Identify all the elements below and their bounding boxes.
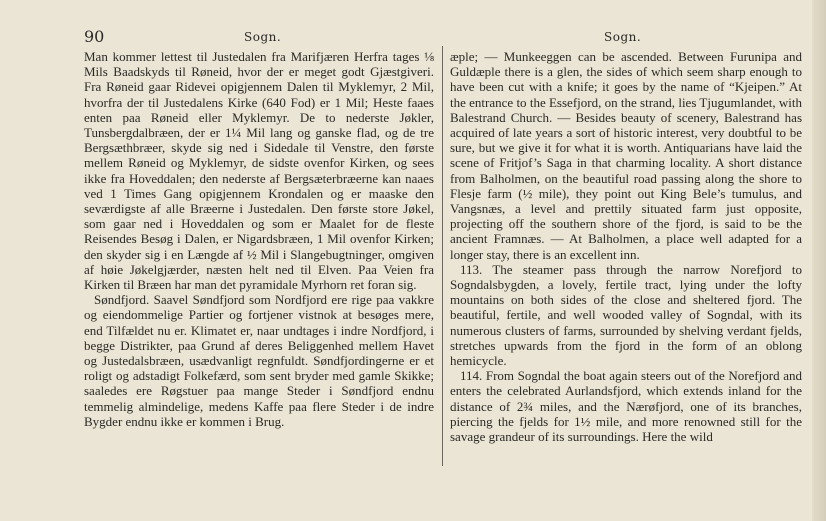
paragraph-113: 113. The steamer pass through the narrow Norefjord to Sogndalsbygden, a lovely, fertile tract, lying under the lofty mountains on both sides of the close and sheltered fjord. The beautiful, fertile, and well wooded valley of Sogndal, with its numerous clusters of farms, surrounded by shelving verdant fjelds, stretches upwards from the fjord in the form of an oblong hemicycle.	[450, 261, 802, 369]
right-running-head: Sogn.	[604, 30, 642, 44]
english-column	[450, 49, 802, 444]
left-running-head: Sogn.	[244, 30, 282, 44]
paragraph-sondfjord: Søndfjord. Saavel Søndfjord som Nordfjord ere rige paa vakkre og eiendommelige Partier og fortjener vistnok at besøges mere, end Tilfældet nu er. Klimatet er, naar undtages i indre Nordfjord, i begge Distrikter, paa Grund af deres Beliggenhed mellem Havet og Justedalsbræen, usædvanligt regnfuldt. Søndfjordingerne er et roligt og adstadigt Folkefærd, som sent bryder med gamle Skikke; saaledes ere Røgstuer paa mange Steder i Søndfjord endnu temmelig almindelige, medens Kaffe paa flere Steder i de indre Bygder endnu ikke er kommen i Brug.	[84, 292, 434, 429]
paragraph-justedalen: Man kommer lettest til Justedalen fra Marifjæren Herfra tages ⅛ Mils Baadskyds til Røneid, hvor der er meget godt Gjæstgiveri. Fra Røneid gaar Ridevei opigjennem Dalen til Myklemyr, 2 Mil, hvorfra der til Justedalens Kirke (640 Fod) er 1 Mil; Heste faaes enten paa Røneid eller Myklemyr. De to nederste Jøkler, Tunsbergdalbræen, der er 1¼ Mil lang og ganske flad, og de tre Bergsæthbræer, skyde sig ned i Sidedale til Venstre, den første mellem Røneid og Myklemyr, de sidste ovenfor Kirken, og sees ikke fra Hoveddalen; den nederste af Bergsæterbræerne kan naaes ved 1 Times Gang opigjennem Krondalen og er maaske den seværdigste af alle Bræerne i Justedalen. Den første store Jøkel, som gaar ned i Hoveddalen og som er Maalet for de fleste Reisendes Besøg i Dalen, er Nigardsbræen, 1 Mil ovenfor Kirken; den skyder sig i en Længde af ½ Mil i Slangebugtninger, omgiven af høie Jøkelgjærder, næsten helt ned til Elven. Paa Veien fra Kirken til Bræen har man det pyramidale Myrhorn ret foran sig.	[84, 49, 434, 293]
norwegian-column	[84, 49, 434, 429]
column-divider	[442, 46, 443, 466]
page-number: 90	[84, 27, 105, 46]
paragraph-balestrand: æple; — Munkeeggen can be ascended. Between Furunipa and Guldæple there is a glen, the sides of which seem sharp enough to have been cut with a knife; it goes by the name of “Kjeipen.” At the entrance to the Essefjord, on the strand, lies Tjugumlandet, with Balestrand Church. — Besides beauty of scenery, Balestrand has acquired of late years a sort of historic interest, very doubtful to be sure, but we give it for what it is worth. Antiquarians have laid the scene of Fritjof’s Saga in that charming locality. A short distance from Balholmen, on the beautiful road passing along the shore to Flesje farm (½ mile), they point out King Bele’s tumulus, and Vangsnæs, a level and prettily situated farm just opposite, projecting off the southern shore of the fjord, is said to be the ancient Framnæs. — At Balholmen, a place well adapted for a longer stay, there is an excellent inn.	[450, 49, 802, 262]
paragraph-114: 114. From Sogndal the boat again steers out of the Norefjord and enters the celebrated Aurlandsfjord, which extends inland for the distance of 2¾ miles, and the Nærøfjord, one of its branches, piercing the fjelds for 1½ mile, and more renowned still for the savage grandeur of its surroundings. Here the wild	[450, 368, 802, 445]
page-edge-shadow	[812, 0, 826, 521]
